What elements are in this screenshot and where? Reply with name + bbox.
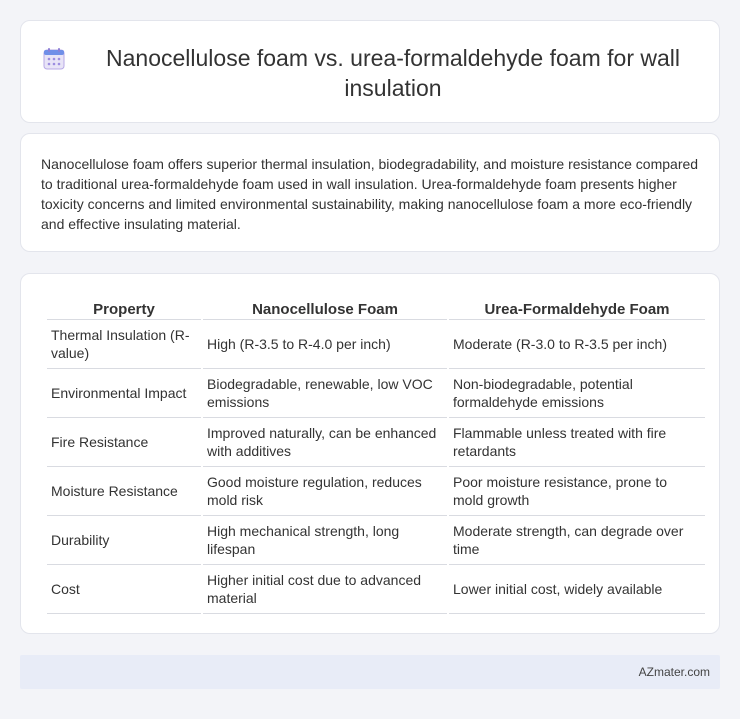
cell-urea-formaldehyde: Non-biodegradable, potential formaldehyde emissions [449, 369, 705, 418]
header-property: Property [47, 294, 201, 320]
footer-brand[interactable]: AZmater.com [638, 665, 710, 679]
summary-card [20, 133, 720, 252]
header-urea-formaldehyde: Urea-Formaldehyde Foam [449, 294, 705, 320]
page-title: Nanocellulose foam vs. urea-formaldehyde foam for wall insulation [106, 45, 680, 101]
cell-urea-formaldehyde: Moderate strength, can degrade over time [449, 516, 705, 565]
table-row [47, 516, 705, 565]
cell-nanocellulose: Higher initial cost due to advanced material [203, 565, 447, 614]
table-row [47, 565, 705, 614]
cell-property: Durability [47, 516, 201, 565]
cell-property: Moisture Resistance [47, 467, 201, 516]
title-wrap [21, 43, 719, 103]
cell-urea-formaldehyde: Moderate (R-3.0 to R-3.5 per inch) [449, 320, 705, 369]
header-nanocellulose: Nanocellulose Foam [203, 294, 447, 320]
cell-nanocellulose: Improved naturally, can be enhanced with additives [203, 418, 447, 467]
comparison-card [20, 273, 720, 634]
cell-property: Cost [47, 565, 201, 614]
comparison-table [45, 294, 707, 614]
cell-property: Thermal Insulation (R-value) [47, 320, 201, 369]
cell-nanocellulose: Good moisture regulation, reduces mold risk [203, 467, 447, 516]
title-card [20, 20, 720, 123]
cell-urea-formaldehyde: Poor moisture resistance, prone to mold growth [449, 467, 705, 516]
table-row [47, 418, 705, 467]
cell-urea-formaldehyde: Flammable unless treated with fire retardants [449, 418, 705, 467]
table-header-row [47, 294, 705, 320]
table-row [47, 320, 705, 369]
footer [20, 655, 720, 689]
table-row [47, 467, 705, 516]
cell-nanocellulose: Biodegradable, renewable, low VOC emissions [203, 369, 447, 418]
cell-urea-formaldehyde: Lower initial cost, widely available [449, 565, 705, 614]
calendar-icon [42, 47, 66, 71]
cell-nanocellulose: High mechanical strength, long lifespan [203, 516, 447, 565]
cell-property: Fire Resistance [47, 418, 201, 467]
cell-nanocellulose: High (R-3.5 to R-4.0 per inch) [203, 320, 447, 369]
table-row [47, 369, 705, 418]
summary-text: Nanocellulose foam offers superior thermal insulation, biodegradability, and moisture resistance compared to traditional urea-formaldehyde foam used in wall insulation. Urea-formaldehyde foam presents higher toxicity concerns and limited environmental sustainability, making nanocellulose foam a more eco-friendly and effective insulating material. [41, 156, 699, 232]
cell-property: Environmental Impact [47, 369, 201, 418]
